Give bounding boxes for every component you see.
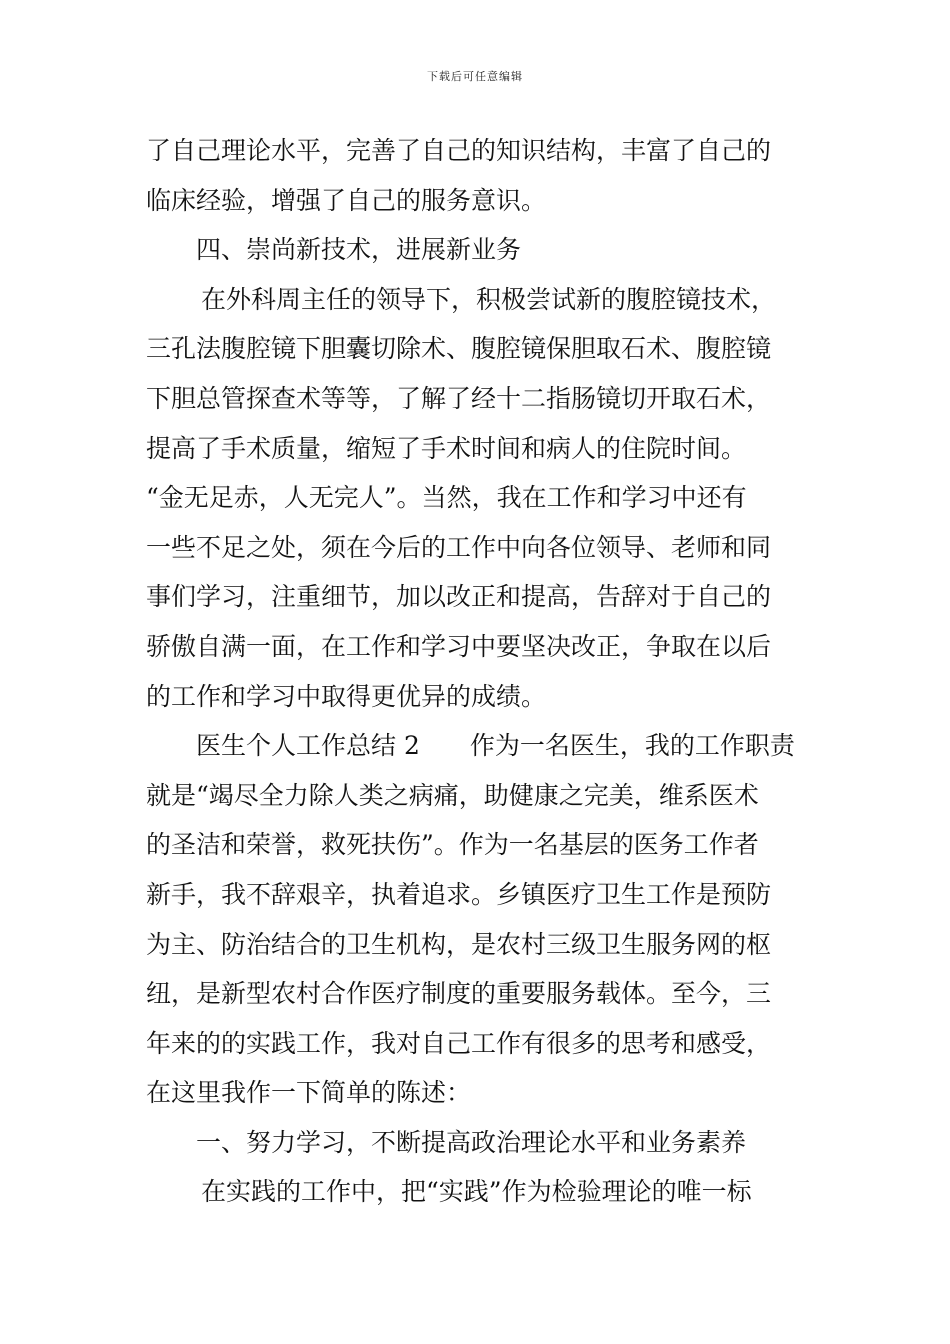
paragraph-line: 为主、防治结合的卫生机构，是农村三级卫生服务网的枢 xyxy=(146,929,772,959)
paragraph-line: 临床经验，增强了自己的服务意识。 xyxy=(146,185,547,215)
paragraph-line: 提高了手术质量，缩短了手术时间和病人的住院时间。 xyxy=(146,433,747,463)
paragraph-line: 一些不足之处，须在今后的工作中向各位领导、老师和同 xyxy=(146,532,772,562)
paragraph-line: 在外科周主任的领导下，积极尝试新的腹腔镜技术， xyxy=(201,284,777,314)
paragraph-line: 新手，我不辞艰辛，执着追求。乡镇医疗卫生工作是预防 xyxy=(146,879,772,909)
paragraph-line: 的圣洁和荣誉，救死扶伤”。作为一名基层的医务工作者 xyxy=(146,830,759,860)
page-header: 下载后可任意编辑 xyxy=(427,70,523,83)
section-heading: 一、努力学习，不断提高政治理论水平和业务素养 xyxy=(196,1127,747,1157)
paragraph-line: 就是“竭尽全力除人类之病痛，助健康之完美，维系医术 xyxy=(146,780,759,810)
document-body xyxy=(146,126,810,1217)
paragraph-line: 的工作和学习中取得更优异的成绩。 xyxy=(146,681,547,711)
paragraph-line: 在实践的工作中，把“实践”作为检验理论的唯一标 xyxy=(201,1177,752,1207)
paragraph-line: 下胆总管探查术等等，了解了经十二指肠镜切开取石术， xyxy=(146,383,772,413)
paragraph-line: 在这里我作一下简单的陈述： xyxy=(146,1078,472,1108)
paragraph-line: 事们学习，注重细节，加以改正和提高，告辞对于自己的 xyxy=(146,582,772,612)
paragraph-line: 骄傲自满一面，在工作和学习中要坚决改正，争取在以后 xyxy=(146,631,772,661)
paragraph-line: 了自己理论水平，完善了自己的知识结构，丰富了自己的 xyxy=(146,136,772,165)
paragraph-line: 医生个人工作总结 2 作为一名医生，我的工作职责 xyxy=(196,731,795,761)
paragraph-line: 年来的的实践工作，我对自己工作有很多的思考和感受， xyxy=(146,1028,772,1058)
paragraph-line: 三孔法腹腔镜下胆囊切除术、腹腔镜保胆取石术、腹腔镜 xyxy=(146,334,772,364)
section-heading: 四、崇尚新技术，进展新业务 xyxy=(196,235,522,265)
paragraph-line: 纽，是新型农村合作医疗制度的重要服务载体。至今，三 xyxy=(146,979,772,1009)
paragraph-line: “金无足赤，人无完人”。当然，我在工作和学习中还有 xyxy=(146,483,747,513)
